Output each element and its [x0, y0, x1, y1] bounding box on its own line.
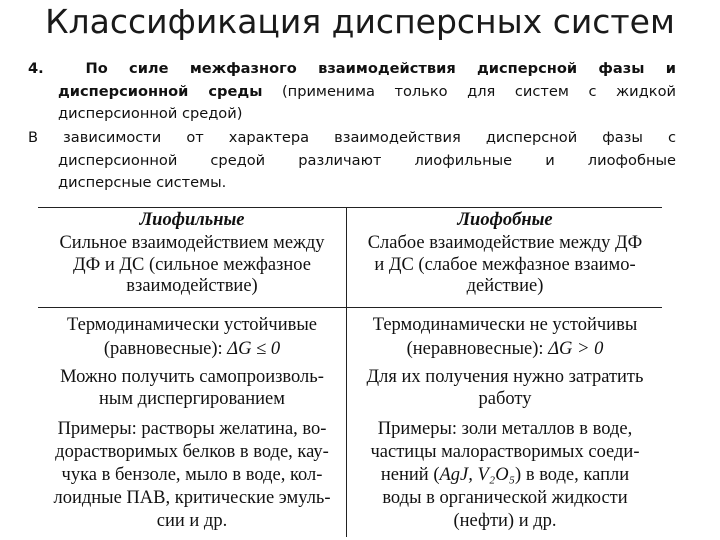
table-top-border [38, 207, 662, 208]
point-4-note: (применима только для систем с жидкой [281, 82, 676, 100]
point-4-number: 4. [28, 60, 44, 77]
slide-title: Классификация дисперсных систем [45, 2, 675, 41]
point-4-line-3: дисперсионной средой) [58, 105, 243, 122]
header-lyophilic: Лиофильные [139, 210, 245, 230]
classification-point-4 [28, 58, 676, 126]
point-4-heading-part2: дисперсионной среды [58, 82, 263, 100]
lyophobic-examples: Примеры: золи металлов в воде, частицы малорастворимых соеди- нений (AgJ, V₂O₅) в воде, капли воды в органической жидкости (нефти) и др. [370, 419, 640, 531]
point-4-line-2 [28, 81, 676, 104]
point-4-heading-part1: По силе межфазного взаимодействия дисперсной фазы и [85, 60, 676, 77]
lyophilic-examples: Примеры: растворы желатина, во- дорастворимых белков в воде, кау- чука в бензоле, мыло в воде, кол- лоидные ПАВ, критические эмуль- сии и др. [53, 419, 331, 531]
lyophilic-obtaining: Можно получить самопроизволь- ным диспергированием [60, 367, 324, 409]
table-row-divider [38, 307, 662, 308]
formula-delta-g-le-0: ΔG ≤ 0 [227, 339, 281, 359]
intro-line-2: дисперсионной средой различают лиофильные и лиофобные [58, 151, 676, 169]
intro-line-3: дисперсные системы. [58, 174, 227, 191]
intro-paragraph [28, 127, 676, 195]
lyophilic-interaction: Сильное взаимодействием между ДФ и ДС (сильное межфазное взаимодействие) [59, 233, 325, 296]
comparison-table [38, 207, 662, 537]
lyophobic-stability: Термодинамически не устойчивы (неравновесные): ΔG > 0 [372, 315, 638, 359]
lyophobic-obtaining: Для их получения нужно затратить работу [366, 367, 644, 409]
formula-agj-v2o5: AgJ, V₂O₅ [439, 465, 516, 485]
intro-line-1: В зависимости от характера взаимодействия дисперсной фазы с [28, 129, 676, 146]
lyophilic-stability: Термодинамически устойчивые (равновесные): ΔG ≤ 0 [67, 315, 317, 359]
formula-delta-g-gt-0: ΔG > 0 [548, 339, 604, 359]
point-4-line-1 [28, 58, 676, 81]
lyophobic-interaction: Слабое взаимодействие между ДФ и ДС (слабое межфазное взаимо- действие) [367, 233, 643, 296]
table-column-divider [346, 207, 347, 537]
header-lyophobic: Лиофобные [457, 210, 553, 230]
